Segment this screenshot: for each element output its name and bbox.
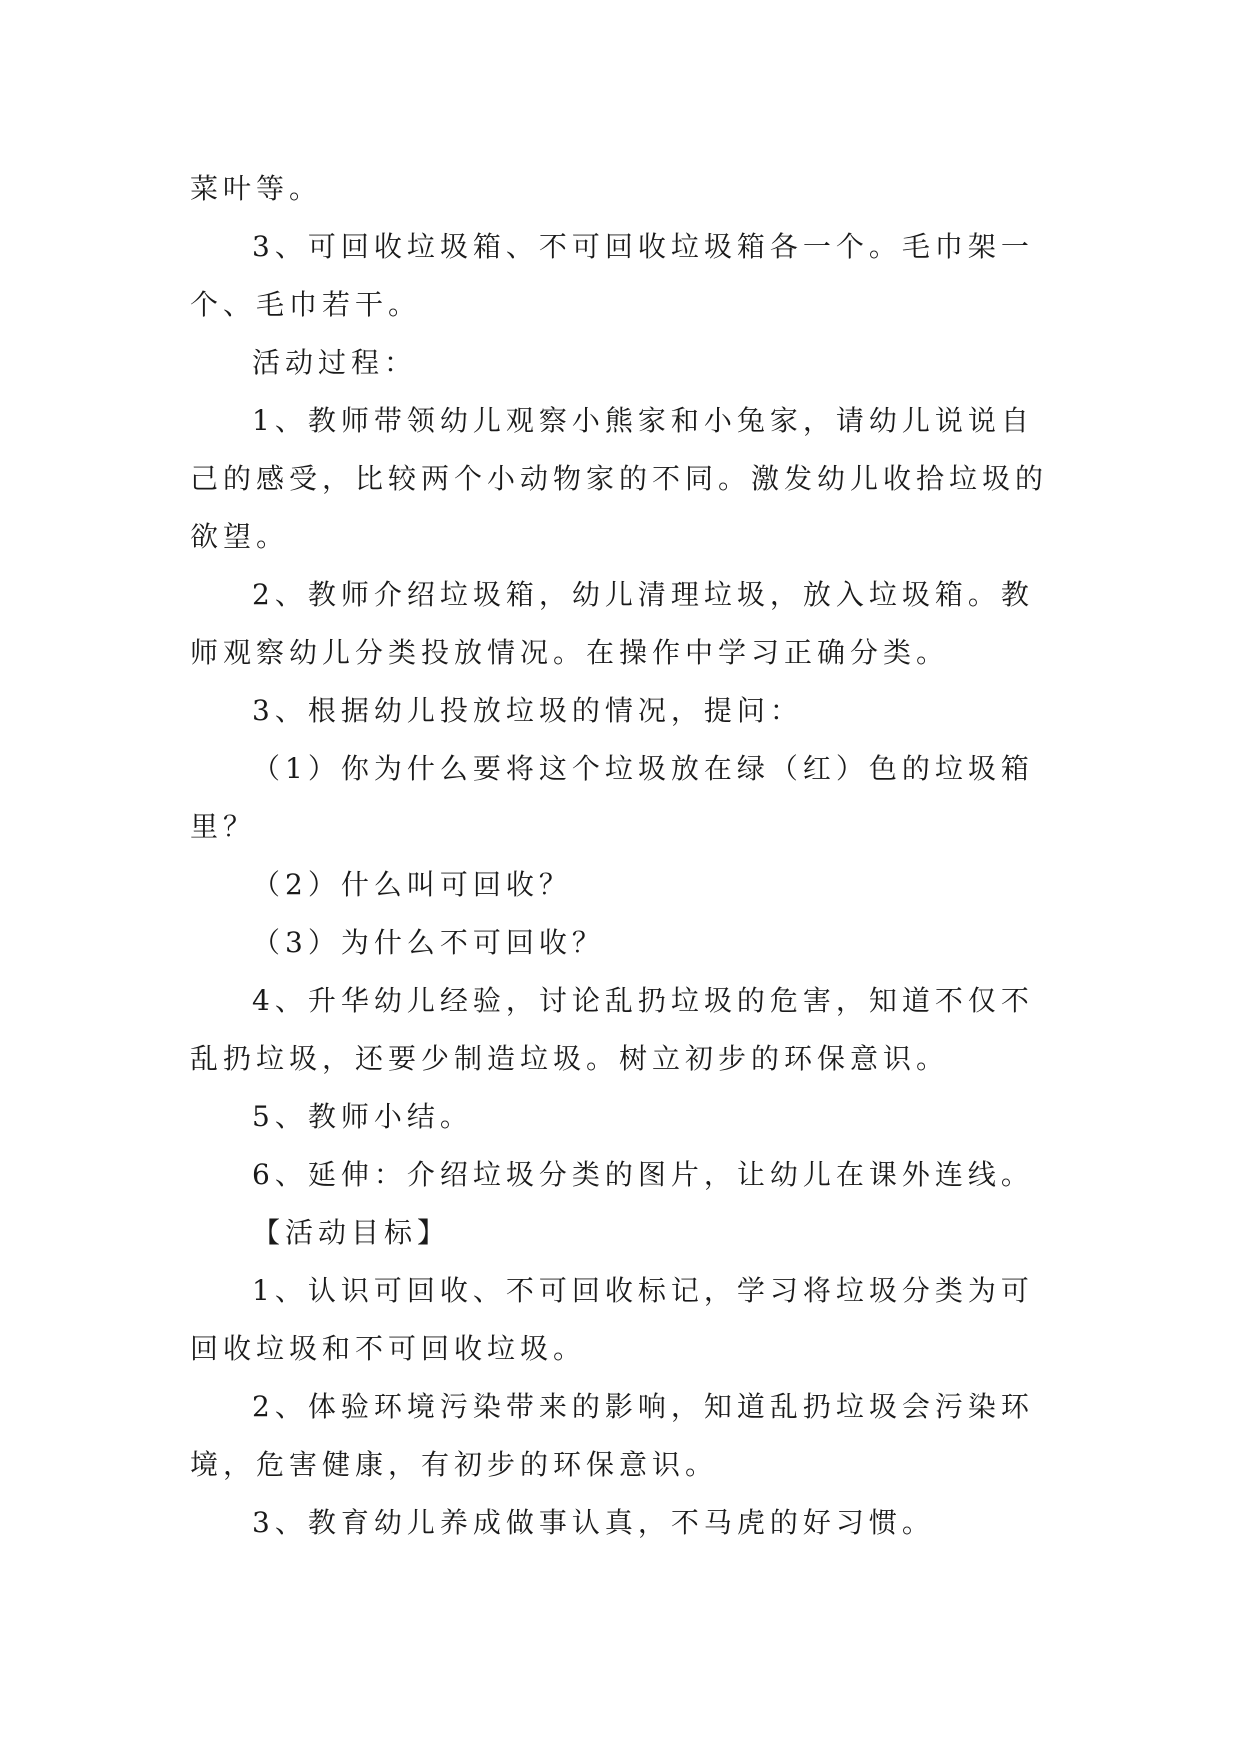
- text-line: 3、可回收垃圾箱、不可回收垃圾箱各一个。毛巾架一: [252, 230, 1034, 263]
- text-line: 己的感受，比较两个小动物家的不同。激发幼儿收拾垃圾的: [190, 462, 1049, 495]
- text-line: 师观察幼儿分类投放情况。在操作中学习正确分类。: [190, 636, 950, 669]
- text-line: 个、毛巾若干。: [190, 288, 422, 321]
- text-line: 回收垃圾和不可回收垃圾。: [190, 1332, 587, 1365]
- text-line: 欲望。: [190, 520, 290, 553]
- text-line: 5、教师小结。: [252, 1100, 473, 1133]
- document-body: [190, 160, 1070, 1552]
- text-line: 里？: [190, 810, 257, 843]
- text-line: （2）什么叫可回收？: [252, 868, 572, 901]
- text-line: 活动过程：: [252, 346, 418, 379]
- text-line: 3、教育幼儿养成做事认真，不马虎的好习惯。: [252, 1506, 935, 1539]
- text-line: 4、升华幼儿经验，讨论乱扔垃圾的危害，知道不仅不: [252, 984, 1034, 1017]
- text-line: 菜叶等。: [190, 172, 323, 205]
- text-line: 境，危害健康，有初步的环保意识。: [190, 1448, 719, 1481]
- text-line: 6、延伸：介绍垃圾分类的图片，让幼儿在课外连线。: [252, 1158, 1034, 1191]
- text-line: 2、体验环境污染带来的影响，知道乱扔垃圾会污染环: [252, 1390, 1034, 1423]
- text-line: 1、认识可回收、不可回收标记，学习将垃圾分类为可: [252, 1274, 1034, 1307]
- text-line: 2、教师介绍垃圾箱，幼儿清理垃圾，放入垃圾箱。教: [252, 578, 1034, 611]
- text-line: （1）你为什么要将这个垃圾放在绿（红）色的垃圾箱: [252, 752, 1034, 785]
- text-line: 【活动目标】: [252, 1216, 451, 1249]
- text-line: 1、教师带领幼儿观察小熊家和小兔家，请幼儿说说自: [252, 404, 1034, 437]
- text-line: 3、根据幼儿投放垃圾的情况，提问：: [252, 694, 803, 727]
- text-line: 乱扔垃圾，还要少制造垃圾。树立初步的环保意识。: [190, 1042, 950, 1075]
- text-line: （3）为什么不可回收？: [252, 926, 605, 959]
